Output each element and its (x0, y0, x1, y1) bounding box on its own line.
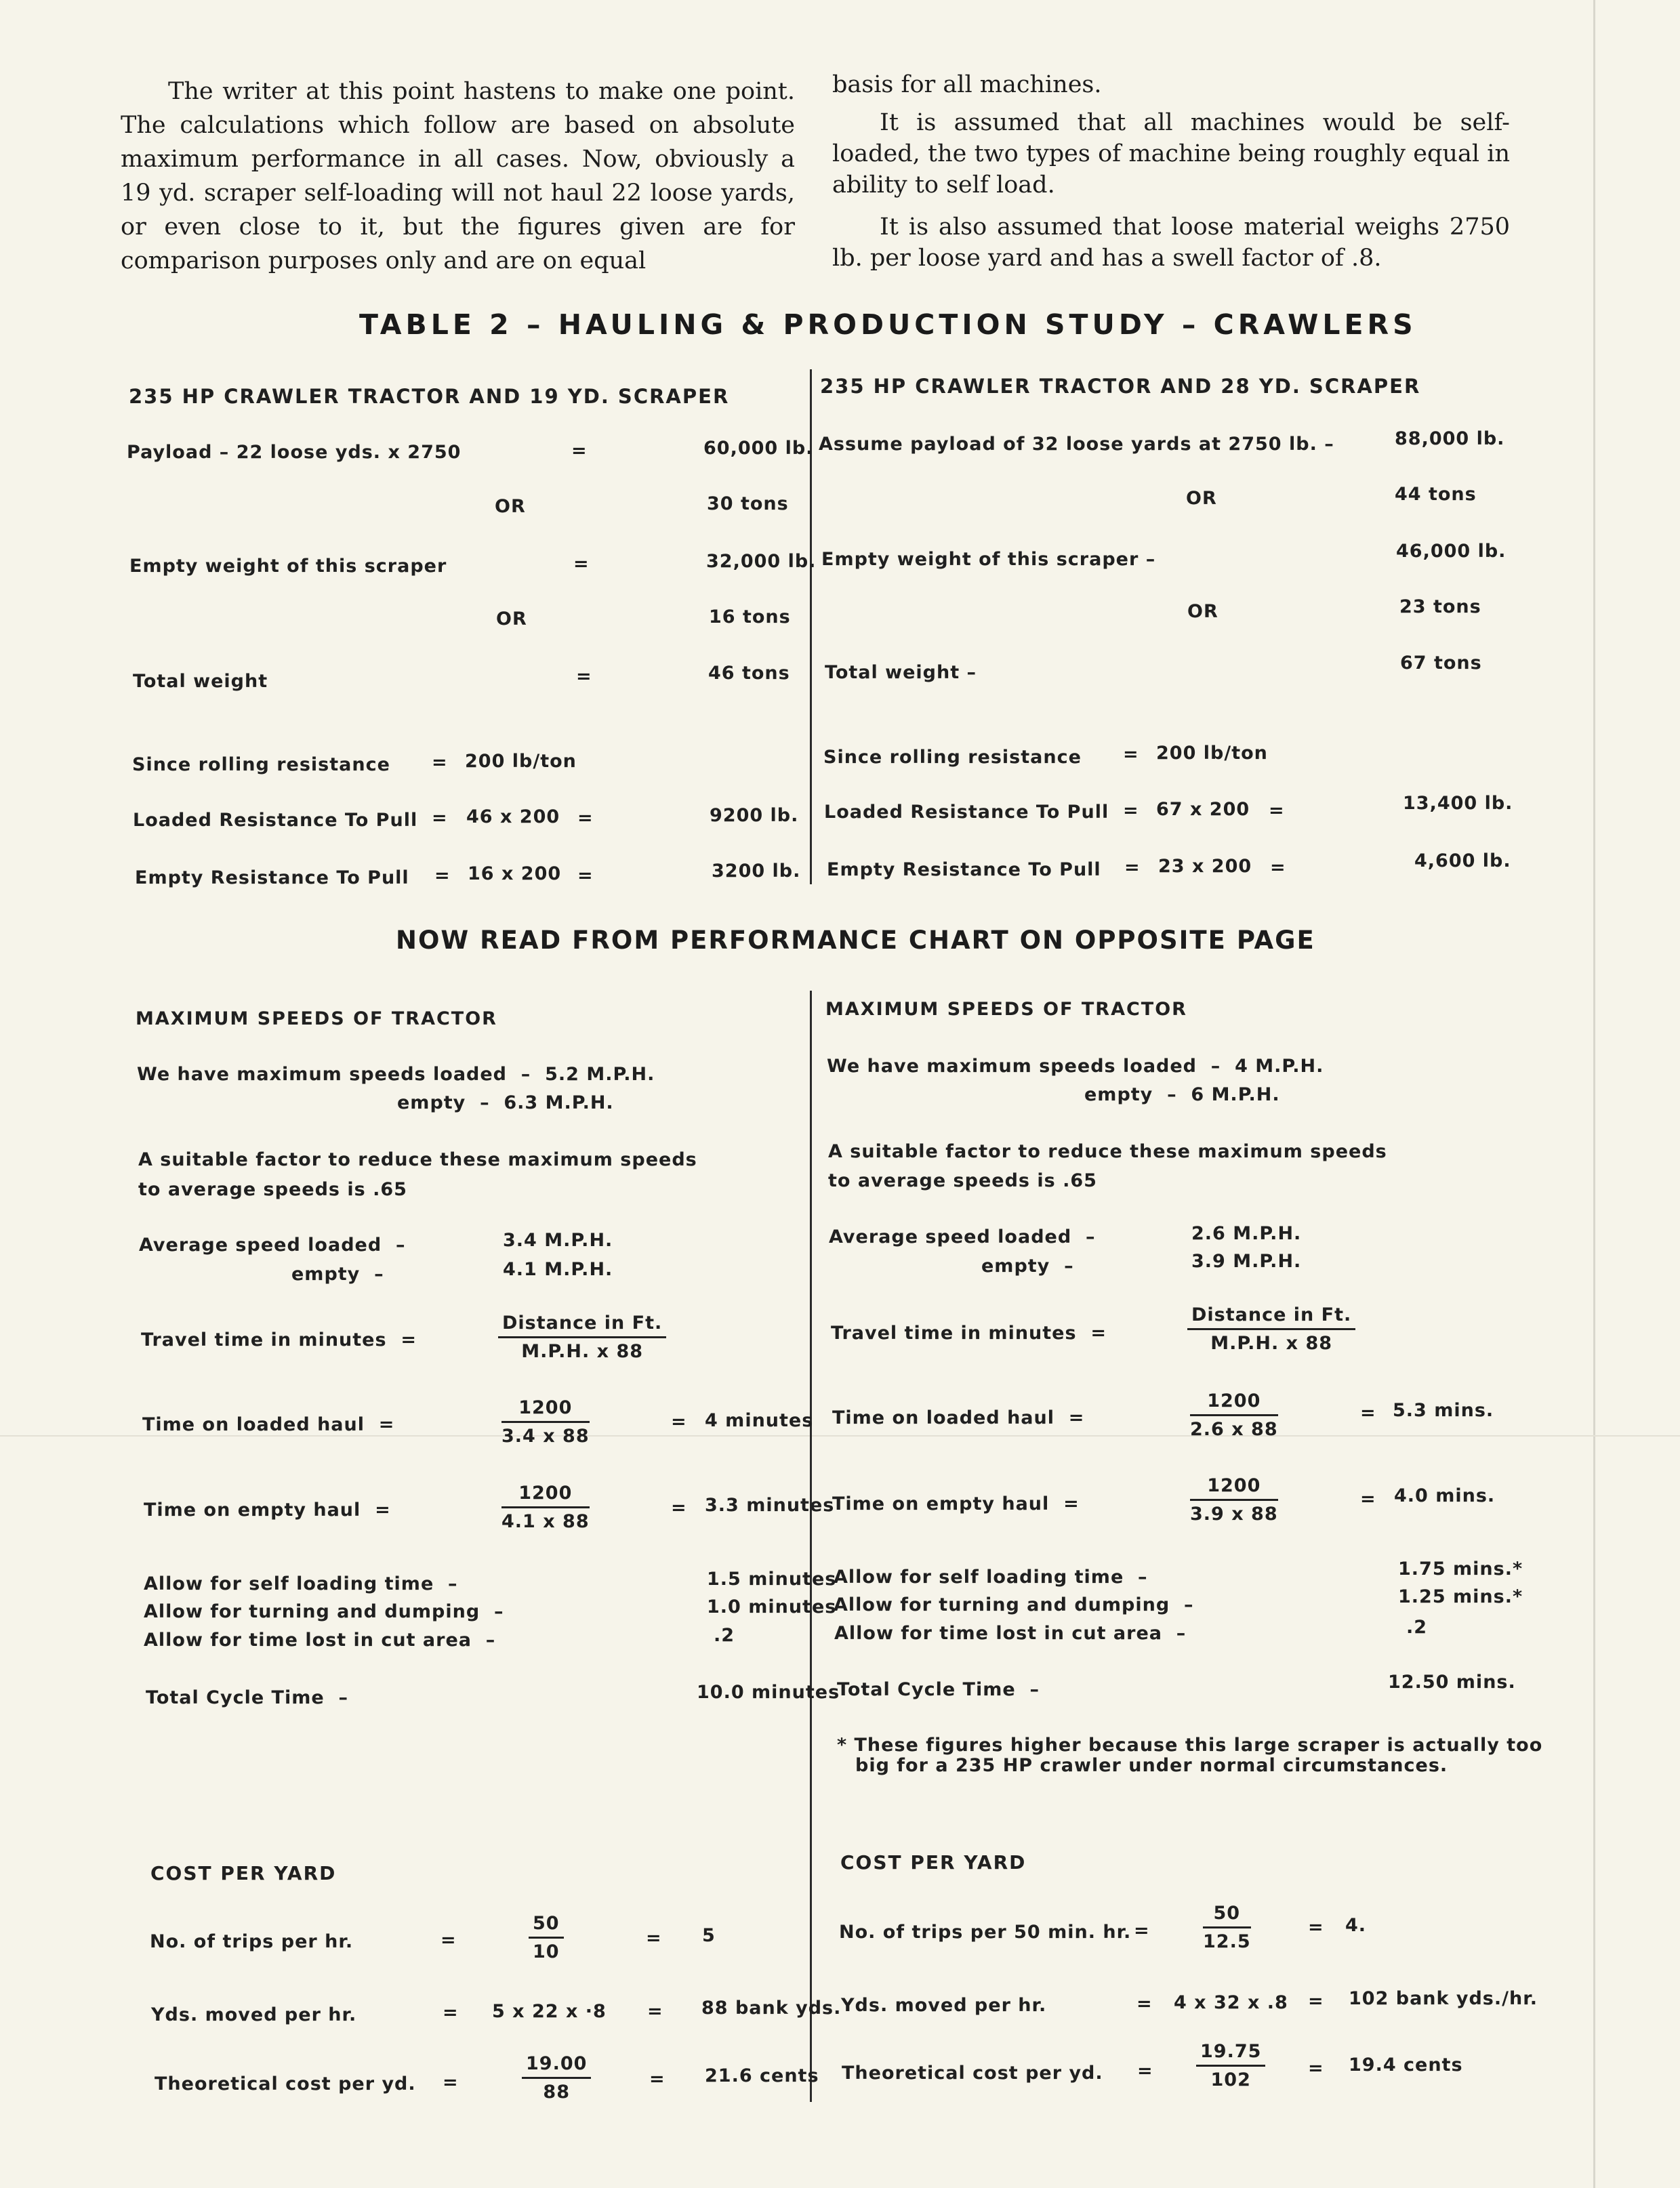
right-yds-label: Yds. moved per hr. (841, 1995, 1047, 2016)
left-yds-label: Yds. moved per hr. (151, 2004, 357, 2025)
right-yds-value: 102 bank yds./hr. (1349, 1988, 1538, 2009)
right-travel-fraction (1187, 1304, 1355, 1354)
right-payload-value: 88,000 lb. (1395, 428, 1505, 449)
left-trips-numerator: 50 (529, 1913, 564, 1939)
left-loaded-haul-fraction (501, 1397, 590, 1447)
left-cycle-label: Total Cycle Time – (146, 1687, 348, 1708)
right-cost-denominator: 102 (1210, 2069, 1251, 2090)
intro-right-column (832, 68, 1510, 274)
left-payload-eq: = (571, 440, 588, 461)
right-loaded-haul-label: Time on loaded haul = (832, 1407, 1085, 1428)
right-er-calc: 23 x 200 (1158, 856, 1252, 877)
right-cycle-value: 12.50 mins. (1388, 1672, 1516, 1693)
right-heading: 235 HP CRAWLER TRACTOR AND 28 YD. SCRAPER (820, 375, 1421, 398)
left-cost-fraction (522, 2053, 591, 2103)
left-empty-label: Empty weight of this scraper (129, 556, 447, 577)
right-empty-haul-fraction (1190, 1475, 1278, 1525)
right-cost-label: Theoretical cost per yd. (842, 2063, 1103, 2084)
left-allow-2-label: Allow for turning and dumping – (144, 1601, 504, 1622)
intro-right-p2: It is assumed that all machines would be self-loaded, the two types of machine being roughly equal in ability to self load. (832, 109, 1510, 199)
right-trips-eq: = (1134, 1920, 1150, 1941)
left-payload-value: 60,000 lb. (703, 438, 814, 459)
left-empty-value: 32,000 lb. (706, 551, 817, 572)
right-factor-1: A suitable factor to reduce these maximum speeds (828, 1141, 1387, 1162)
right-loaded-haul-value: 5.3 mins. (1393, 1400, 1494, 1421)
left-lr-value: 9200 lb. (710, 805, 799, 826)
right-allow-3-value: .2 (1406, 1617, 1428, 1638)
right-cost-value: 19.4 cents (1349, 2055, 1463, 2076)
right-er-eq2: = (1270, 857, 1286, 878)
right-allow-2-label: Allow for turning and dumping – (834, 1594, 1194, 1615)
right-lr-eq: = (1123, 800, 1139, 821)
right-cost-numerator: 19.75 (1196, 2041, 1265, 2067)
right-empty-haul-label: Time on empty haul = (832, 1493, 1080, 1514)
left-cost-denominator: 88 (543, 2082, 570, 2103)
left-er-calc: 16 x 200 (468, 863, 562, 884)
left-factor-1: A suitable factor to reduce these maximum speeds (138, 1149, 697, 1170)
right-factor-2: to average speeds is .65 (828, 1170, 1097, 1191)
left-empty-haul-value: 3.3 minutes (705, 1495, 835, 1516)
left-trips-denominator: 10 (533, 1941, 560, 1962)
left-empty-tons: 16 tons (709, 606, 791, 627)
right-or-1: OR (1186, 488, 1217, 509)
right-cost-eq: = (1137, 2061, 1153, 2082)
right-allow-2-value: 1.25 mins.* (1398, 1586, 1523, 1607)
left-lr-eq2: = (577, 808, 594, 829)
column-divider-bottom (810, 991, 812, 2102)
left-or-2: OR (496, 608, 527, 629)
right-trips-eq2: = (1308, 1917, 1324, 1938)
left-yds-value: 88 bank yds. (701, 1998, 842, 2019)
right-lr-calc: 67 x 200 (1156, 799, 1250, 820)
right-loaded-haul-fraction (1190, 1390, 1278, 1440)
left-allow-1-value: 1.5 minutes (707, 1569, 837, 1590)
left-max-empty: empty – 6.3 M.P.H. (397, 1092, 614, 1113)
left-empty-haul-denominator: 4.1 x 88 (501, 1511, 590, 1532)
left-rr-value: 200 lb/ton (465, 751, 577, 772)
left-factor-2: to average speeds is .65 (138, 1179, 407, 1200)
right-allow-1-value: 1.75 mins.* (1398, 1559, 1523, 1580)
left-allow-3-label: Allow for time lost in cut area – (144, 1630, 496, 1651)
left-rr-eq: = (432, 752, 448, 773)
left-cost-heading: COST PER YARD (150, 1862, 337, 1884)
right-empty-tons: 23 tons (1399, 596, 1481, 617)
left-trips-value: 5 (702, 1925, 716, 1946)
page-edge (1593, 0, 1595, 2188)
left-allow-3-value: .2 (714, 1625, 735, 1646)
left-er-eq2: = (577, 865, 594, 886)
left-loaded-haul-denominator: 3.4 x 88 (501, 1426, 590, 1447)
left-er-label: Empty Resistance To Pull (135, 867, 409, 888)
right-empty-haul-eq: = (1360, 1489, 1376, 1510)
right-empty-value: 46,000 lb. (1396, 541, 1507, 562)
right-total-value: 67 tons (1400, 653, 1482, 674)
right-trips-denominator: 12.5 (1203, 1931, 1251, 1952)
left-trips-eq2: = (646, 1928, 662, 1949)
right-total-label: Total weight – (825, 662, 977, 683)
right-payload-tons: 44 tons (1395, 484, 1477, 505)
left-cycle-value: 10.0 minutes (697, 1682, 840, 1703)
left-cost-label: Theoretical cost per yd. (155, 2073, 416, 2094)
right-cycle-label: Total Cycle Time – (837, 1679, 1040, 1700)
right-rr-eq: = (1123, 744, 1139, 765)
left-trips-eq: = (441, 1930, 457, 1951)
left-er-eq: = (434, 865, 451, 886)
right-loaded-haul-denominator: 2.6 x 88 (1190, 1419, 1278, 1440)
right-cost-fraction (1196, 2041, 1265, 2090)
paper-fold (0, 1435, 1680, 1437)
right-empty-label: Empty weight of this scraper – (821, 549, 1156, 570)
left-total-value: 46 tons (708, 663, 790, 684)
left-avg-empty-value: 4.1 M.P.H. (503, 1259, 613, 1280)
table-title: TABLE 2 – HAULING & PRODUCTION STUDY – CRAWLERS (359, 308, 1417, 341)
left-empty-eq: = (573, 554, 590, 575)
right-cost-eq2: = (1308, 2058, 1324, 2079)
right-trips-value: 4. (1345, 1915, 1367, 1936)
left-or-1: OR (495, 496, 526, 517)
left-er-value: 3200 lb. (712, 861, 801, 882)
left-cost-value: 21.6 cents (705, 2065, 819, 2086)
left-total-label: Total weight (133, 671, 268, 692)
left-lr-eq: = (432, 808, 448, 829)
left-loaded-haul-eq: = (671, 1411, 687, 1432)
right-payload-label: Assume payload of 32 loose yards at 2750 lb. – (819, 434, 1334, 455)
right-footnote-1: * These figures higher because this large scraper is actually too (837, 1735, 1543, 1756)
right-trips-numerator: 50 (1203, 1903, 1251, 1928)
now-read-heading: NOW READ FROM PERFORMANCE CHART ON OPPOSITE PAGE (396, 926, 1315, 955)
right-er-label: Empty Resistance To Pull (827, 859, 1101, 880)
left-loaded-haul-label: Time on loaded haul = (142, 1414, 395, 1435)
left-cost-eq2: = (649, 2069, 665, 2090)
intro-left-paragraph: The writer at this point hastens to make one point. The calculations which follow are based on absolute maximum performance in all cases. Now, obviously a 19 yd. scraper self-loading will not haul 22 loose yards, or even close to it, but the figures given are for comparison purposes only and are on equal (121, 78, 795, 274)
left-travel-numerator: Distance in Ft. (498, 1313, 666, 1338)
right-er-eq: = (1124, 857, 1141, 878)
left-lr-calc: 46 x 200 (466, 806, 560, 827)
right-max-loaded: We have maximum speeds loaded – 4 M.P.H. (827, 1056, 1324, 1077)
left-loaded-haul-numerator: 1200 (501, 1397, 590, 1423)
left-avg-empty-label: empty – (291, 1264, 384, 1285)
left-empty-haul-fraction (501, 1483, 590, 1532)
right-empty-haul-numerator: 1200 (1190, 1475, 1278, 1501)
right-travel-label: Travel time in minutes = (831, 1323, 1107, 1344)
right-er-value: 4,600 lb. (1414, 850, 1511, 871)
left-empty-haul-eq: = (671, 1498, 687, 1519)
left-rr-label: Since rolling resistance (132, 754, 390, 775)
left-lr-label: Loaded Resistance To Pull (133, 810, 418, 831)
right-avg-loaded-value: 2.6 M.P.H. (1191, 1223, 1302, 1244)
left-trips-label: No. of trips per hr. (150, 1931, 354, 1952)
right-lr-value: 13,400 lb. (1403, 793, 1513, 814)
left-loaded-haul-value: 4 minutes (705, 1410, 814, 1431)
left-travel-denominator: M.P.H. x 88 (521, 1341, 644, 1362)
right-travel-numerator: Distance in Ft. (1187, 1304, 1355, 1330)
left-yds-eq2: = (647, 2001, 663, 2022)
right-empty-haul-value: 4.0 mins. (1394, 1485, 1496, 1506)
left-avg-loaded-value: 3.4 M.P.H. (503, 1230, 613, 1251)
right-cost-heading: COST PER YARD (840, 1851, 1027, 1874)
right-rr-label: Since rolling resistance (823, 747, 1082, 768)
right-travel-denominator: M.P.H. x 88 (1210, 1333, 1333, 1354)
right-yds-calc: 4 x 32 x .8 (1174, 1992, 1288, 2013)
left-allow-2-value: 1.0 minutes (707, 1596, 837, 1617)
left-allow-1-label: Allow for self loading time – (144, 1573, 458, 1594)
left-travel-label: Travel time in minutes = (141, 1329, 417, 1350)
left-trips-fraction (529, 1913, 564, 1962)
left-heading: 235 HP CRAWLER TRACTOR AND 19 YD. SCRAPER (129, 385, 730, 408)
left-cost-eq: = (443, 2072, 459, 2093)
right-lr-eq2: = (1269, 800, 1285, 821)
right-speeds-heading: MAXIMUM SPEEDS OF TRACTOR (825, 999, 1187, 1020)
right-lr-label: Loaded Resistance To Pull (824, 802, 1109, 823)
right-avg-loaded-label: Average speed loaded – (829, 1226, 1096, 1247)
right-yds-eq2: = (1308, 1991, 1324, 2012)
right-rr-value: 200 lb/ton (1156, 743, 1268, 764)
right-allow-3-label: Allow for time lost in cut area – (834, 1623, 1187, 1644)
right-trips-label: No. of trips per 50 min. hr. (839, 1922, 1132, 1943)
right-footnote-2: big for a 235 HP crawler under normal circumstances. (855, 1755, 1448, 1776)
left-payload-label: Payload – 22 loose yds. x 2750 (127, 442, 462, 463)
left-avg-loaded-label: Average speed loaded – (139, 1235, 406, 1256)
left-speeds-heading: MAXIMUM SPEEDS OF TRACTOR (136, 1008, 497, 1029)
left-total-eq: = (576, 666, 592, 687)
intro-right-p3: It is also assumed that loose material weighs 2750 lb. per loose yard and has a swell factor of .8. (832, 213, 1510, 272)
right-trips-fraction (1203, 1903, 1251, 1952)
left-yds-calc: 5 x 22 x ·8 (492, 2001, 607, 2022)
right-yds-eq: = (1136, 1994, 1153, 2015)
left-max-loaded: We have maximum speeds loaded – 5.2 M.P.H. (137, 1064, 655, 1085)
right-loaded-haul-numerator: 1200 (1190, 1390, 1278, 1416)
right-or-2: OR (1187, 601, 1218, 622)
left-empty-haul-label: Time on empty haul = (144, 1500, 391, 1521)
right-allow-1-label: Allow for self loading time – (834, 1567, 1148, 1588)
right-avg-empty-value: 3.9 M.P.H. (1191, 1251, 1302, 1272)
left-travel-fraction (498, 1313, 666, 1362)
right-loaded-haul-eq: = (1360, 1403, 1376, 1424)
right-avg-empty-label: empty – (981, 1256, 1074, 1277)
right-max-empty: empty – 6 M.P.H. (1084, 1084, 1280, 1105)
intro-right-p1: basis for all machines. (832, 71, 1102, 98)
left-payload-tons: 30 tons (707, 493, 789, 514)
right-empty-haul-denominator: 3.9 x 88 (1190, 1504, 1278, 1525)
left-yds-eq: = (443, 2002, 459, 2023)
left-empty-haul-numerator: 1200 (501, 1483, 590, 1508)
left-cost-numerator: 19.00 (522, 2053, 591, 2079)
